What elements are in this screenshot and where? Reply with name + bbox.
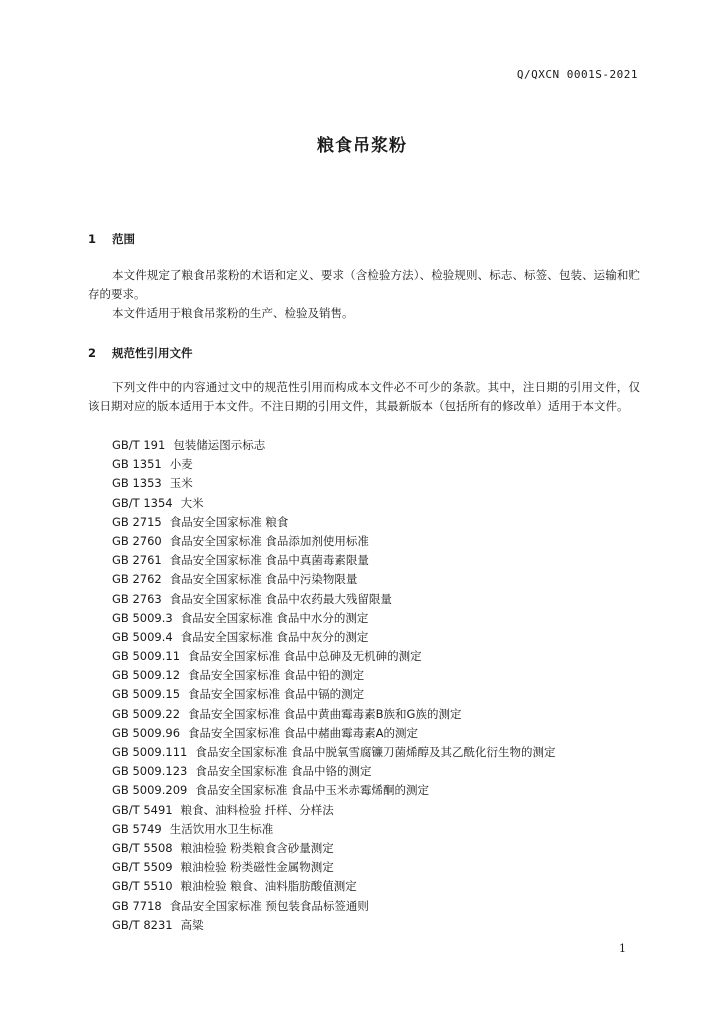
reference-item — [112, 532, 556, 551]
reference-name: 食品安全国家标准 食品中灰分的测定 — [180, 629, 369, 644]
reference-item — [112, 897, 556, 916]
reference-code: GB/T 1354 — [112, 495, 173, 510]
reference-item — [112, 647, 556, 666]
reference-name: 食品安全国家标准 食品中真菌毒素限量 — [169, 553, 369, 568]
reference-code: GB 7718 — [112, 898, 162, 913]
reference-code: GB/T 5508 — [112, 840, 173, 855]
reference-item — [112, 724, 556, 743]
reference-item — [112, 685, 556, 704]
reference-item — [112, 513, 556, 532]
reference-code: GB 2715 — [112, 514, 162, 529]
reference-code: GB 5009.123 — [112, 764, 188, 779]
reference-code: GB 5009.12 — [112, 668, 181, 683]
section-2-heading — [88, 345, 193, 361]
reference-code: GB 5009.11 — [112, 649, 181, 664]
reference-name: 粮油检验 粮食、油料脂肪酸值测定 — [180, 879, 357, 894]
reference-name: 食品安全国家标准 粮食 — [169, 514, 289, 529]
reference-code: GB 2763 — [112, 591, 162, 606]
reference-name: 食品安全国家标准 预包装食品标签通则 — [169, 898, 369, 913]
reference-item — [112, 666, 556, 685]
reference-name: 食品安全国家标准 食品中镉的测定 — [188, 687, 365, 702]
reference-code: GB 5749 — [112, 821, 162, 836]
reference-item — [112, 570, 556, 589]
reference-code: GB 5009.22 — [112, 706, 181, 721]
reference-code: GB 5009.209 — [112, 783, 188, 798]
document-title: 粮食吊浆粉 — [317, 136, 407, 156]
reference-name: 食品安全国家标准 食品中农药最大残留限量 — [169, 591, 392, 606]
section-1-paragraph-2: 本文件适用于粮食吊浆粉的生产、检验及销售。 — [112, 306, 354, 320]
reference-name: 生活饮用水卫生标准 — [169, 821, 274, 836]
normative-references-list — [112, 436, 556, 935]
reference-code: GB 1353 — [112, 476, 162, 491]
reference-name: 食品安全国家标准 食品中玉米赤霉烯酮的测定 — [195, 783, 429, 798]
section-1-heading — [88, 231, 135, 247]
reference-name: 包装储运图示标志 — [173, 438, 266, 452]
reference-item — [112, 494, 556, 513]
reference-item — [112, 916, 556, 935]
reference-code: GB/T 5510 — [112, 879, 173, 894]
reference-item — [112, 590, 556, 609]
section-number: 1 — [88, 232, 97, 246]
reference-name: 粮油检验 粉类磁性金属物测定 — [180, 860, 334, 875]
reference-code: GB/T 8231 — [112, 917, 173, 932]
standard-code: Q/QXCN 0001S-2021 — [516, 68, 638, 81]
reference-name: 玉米 — [169, 476, 193, 491]
reference-name: 食品安全国家标准 食品中污染物限量 — [169, 572, 358, 587]
section-title: 规范性引用文件 — [112, 346, 193, 360]
reference-name: 小麦 — [169, 457, 193, 472]
reference-item — [112, 705, 556, 724]
page-number: 1 — [619, 942, 626, 955]
reference-item — [112, 474, 556, 493]
reference-code: GB 2761 — [112, 553, 162, 568]
reference-name: 食品安全国家标准 食品中总砷及无机砷的测定 — [188, 649, 422, 664]
reference-name: 粮油检验 粉类粮食含砂量测定 — [180, 840, 334, 855]
reference-item — [112, 762, 556, 781]
reference-name: 食品安全国家标准 食品中脱氧雪腐镰刀菌烯醇及其乙酰化衍生物的测定 — [195, 745, 556, 759]
reference-code: GB 2760 — [112, 533, 162, 548]
reference-code: GB 1351 — [112, 457, 162, 472]
reference-code: GB 2762 — [112, 572, 162, 587]
reference-name: 食品安全国家标准 食品中黄曲霉毒素B族和G族的测定 — [188, 706, 462, 721]
reference-code: GB 5009.96 — [112, 725, 181, 740]
section-2-paragraph-1: 下列文件中的内容通过文中的规范性引用而构成本文件必不可少的条款。其中，注日期的引用文件，仅该日期对应的版本适用于本文件。不注日期的引用文件，其最新版本（包括所有的修改单）适用于本文件。 — [88, 380, 640, 413]
reference-code: GB 5009.4 — [112, 629, 173, 644]
reference-item — [112, 609, 556, 628]
reference-code: GB/T 5491 — [112, 802, 173, 817]
reference-name: 粮食、油料检验 扦样、分样法 — [180, 802, 334, 817]
reference-item — [112, 628, 556, 647]
reference-item — [112, 743, 556, 762]
reference-item — [112, 551, 556, 570]
reference-name: 食品安全国家标准 食品中铬的测定 — [195, 764, 372, 779]
reference-name: 食品安全国家标准 食品中铅的测定 — [188, 668, 365, 683]
section-1-paragraph-1: 本文件规定了粮食吊浆粉的术语和定义、要求（含检验方法）、检验规则、标志、标签、包装、运输和贮存的要求。 — [88, 268, 640, 301]
reference-item — [112, 801, 556, 820]
reference-item — [112, 877, 556, 896]
reference-code: GB 5009.15 — [112, 687, 181, 702]
reference-name: 食品安全国家标准 食品添加剂使用标准 — [169, 533, 369, 548]
reference-name: 高粱 — [180, 917, 204, 932]
reference-item — [112, 455, 556, 474]
reference-item — [112, 820, 556, 839]
reference-name: 食品安全国家标准 食品中水分的测定 — [180, 610, 369, 625]
reference-item — [112, 839, 556, 858]
reference-code: GB/T 5509 — [112, 860, 173, 875]
reference-code: GB 5009.3 — [112, 610, 173, 625]
reference-name: 食品安全国家标准 食品中赭曲霉毒素A的测定 — [188, 725, 419, 740]
section-title: 范围 — [112, 232, 136, 246]
reference-code: GB/T 191 — [112, 438, 166, 452]
reference-item — [112, 436, 556, 455]
reference-item — [112, 781, 556, 800]
reference-name: 大米 — [180, 495, 204, 510]
reference-code: GB 5009.111 — [112, 745, 188, 759]
reference-item — [112, 858, 556, 877]
section-number: 2 — [88, 346, 97, 360]
